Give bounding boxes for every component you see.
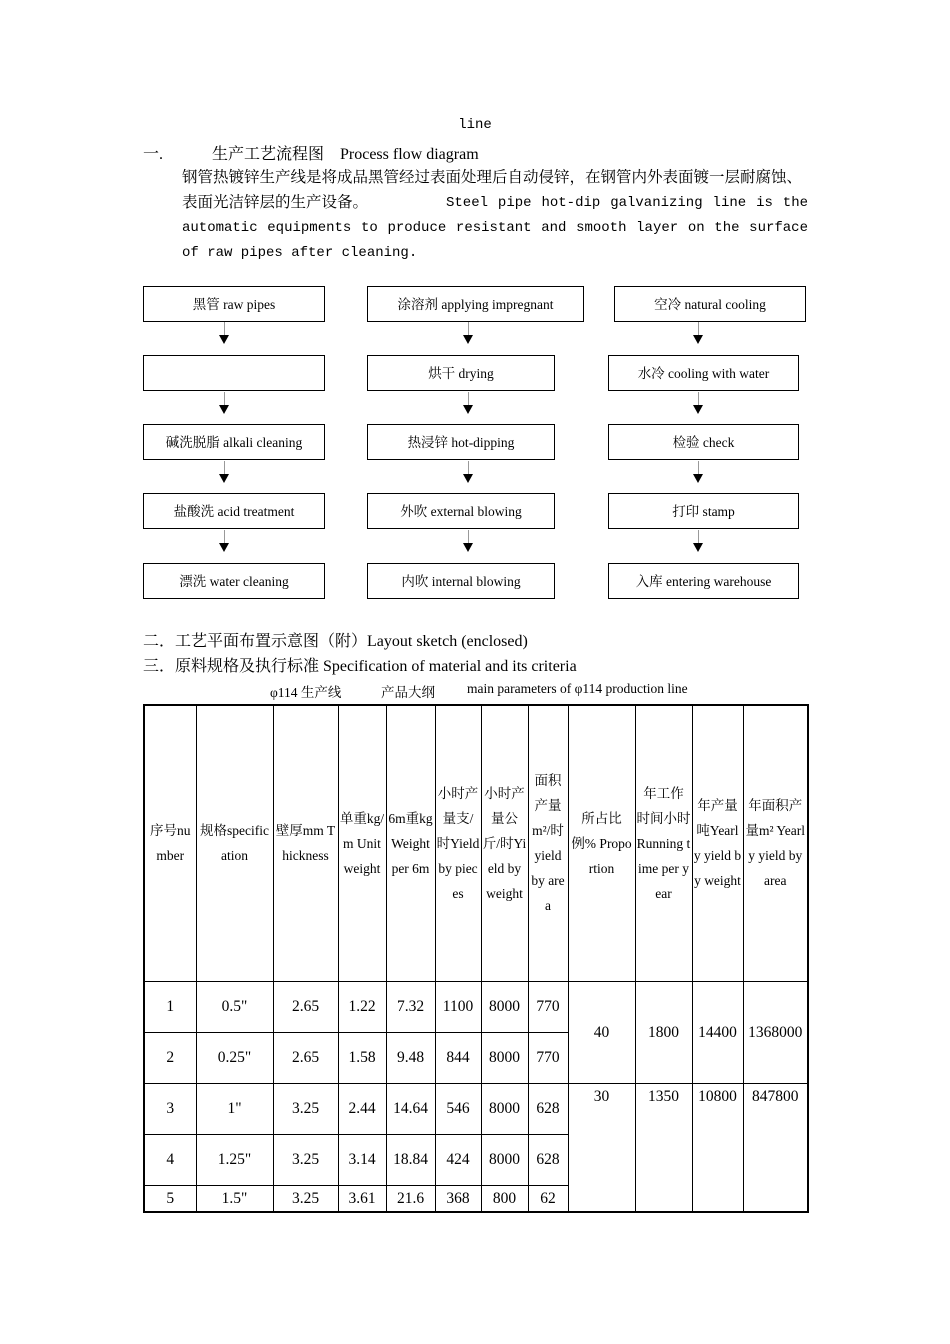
header-specification: 规格specification bbox=[196, 705, 273, 981]
cell-yield-weight: 8000 bbox=[481, 981, 528, 1032]
header-yield-area: 面积产量m²/时yield by area bbox=[528, 705, 568, 981]
cell-yearly-yield-weight: 14400 bbox=[692, 981, 743, 1083]
flow-box-alkali-cleaning: 碱洗脱脂 alkali cleaning bbox=[143, 424, 325, 460]
top-line-text: line bbox=[458, 117, 492, 133]
spec-table bbox=[143, 704, 809, 1213]
cell-spec: 1.25" bbox=[196, 1134, 273, 1185]
cell-spec: 0.25" bbox=[196, 1032, 273, 1083]
flow-box-check: 检验 check bbox=[608, 424, 799, 460]
cell-proportion: 30 bbox=[568, 1083, 635, 1212]
cell-unit-weight: 2.44 bbox=[338, 1083, 386, 1134]
flow-arrow bbox=[463, 322, 474, 344]
cell-yield-weight: 8000 bbox=[481, 1032, 528, 1083]
flow-arrow bbox=[219, 392, 230, 414]
cell-yield-weight: 8000 bbox=[481, 1134, 528, 1185]
cell-yield-area: 770 bbox=[528, 1032, 568, 1083]
header-weight-6m: 6m重kg Weight per 6m bbox=[386, 705, 435, 981]
cell-thickness: 2.65 bbox=[273, 981, 338, 1032]
cell-number: 3 bbox=[144, 1083, 196, 1134]
cell-number: 5 bbox=[144, 1185, 196, 1212]
caption-outline: 产品大纲 bbox=[381, 685, 435, 700]
section2-title: 二．工艺平面布置示意图（附）Layout sketch (enclosed) bbox=[143, 633, 528, 650]
cell-yield-weight: 8000 bbox=[481, 1083, 528, 1134]
flow-box-natural-cooling: 空冷 natural cooling bbox=[614, 286, 806, 322]
cell-yield-area: 628 bbox=[528, 1134, 568, 1185]
flow-box-empty bbox=[143, 355, 325, 391]
section1-number: 一. bbox=[143, 146, 164, 163]
cell-weight-6m: 7.32 bbox=[386, 981, 435, 1032]
cell-yearly-yield-area: 1368000 bbox=[743, 981, 808, 1083]
cell-unit-weight: 1.22 bbox=[338, 981, 386, 1032]
cell-yield-area: 770 bbox=[528, 981, 568, 1032]
flow-box-drying: 烘干 drying bbox=[367, 355, 555, 391]
header-unit-weight: 单重kg/m Unit weight bbox=[338, 705, 386, 981]
cell-yield-pieces: 844 bbox=[435, 1032, 481, 1083]
cell-thickness: 3.25 bbox=[273, 1134, 338, 1185]
cell-spec: 0.5" bbox=[196, 981, 273, 1032]
flow-box-raw-pipes: 黑管 raw pipes bbox=[143, 286, 325, 322]
flow-box-external-blowing: 外吹 external blowing bbox=[367, 493, 555, 529]
cell-weight-6m: 21.6 bbox=[386, 1185, 435, 1212]
flow-arrow bbox=[693, 392, 704, 414]
flow-arrow bbox=[693, 461, 704, 483]
flow-box-stamp: 打印 stamp bbox=[608, 493, 799, 529]
header-yearly-yield-weight: 年产量吨Yearly yield by weight bbox=[692, 705, 743, 981]
cell-spec: 1.5" bbox=[196, 1185, 273, 1212]
cell-proportion: 40 bbox=[568, 981, 635, 1083]
cell-yield-pieces: 424 bbox=[435, 1134, 481, 1185]
flow-arrow bbox=[219, 530, 230, 552]
cell-running-time: 1800 bbox=[635, 981, 692, 1083]
cell-thickness: 3.25 bbox=[273, 1083, 338, 1134]
cell-weight-6m: 9.48 bbox=[386, 1032, 435, 1083]
flow-arrow bbox=[219, 322, 230, 344]
cell-running-time: 1350 bbox=[635, 1083, 692, 1212]
flow-box-internal-blowing: 内吹 internal blowing bbox=[367, 563, 555, 599]
cell-unit-weight: 1.58 bbox=[338, 1032, 386, 1083]
caption-line-name: φ114 生产线 bbox=[270, 685, 342, 700]
flow-box-hot-dipping: 热浸锌 hot-dipping bbox=[367, 424, 555, 460]
flow-arrow bbox=[219, 461, 230, 483]
cell-unit-weight: 3.14 bbox=[338, 1134, 386, 1185]
cell-thickness: 3.25 bbox=[273, 1185, 338, 1212]
header-proportion: 所占比例% Proportion bbox=[568, 705, 635, 981]
header-number: 序号number bbox=[144, 705, 196, 981]
cell-yield-pieces: 546 bbox=[435, 1083, 481, 1134]
header-yield-weight: 小时产量公斤/时Yield by weight bbox=[481, 705, 528, 981]
section3-title: 三．原料规格及执行标准 Specification of material and its criteria bbox=[143, 658, 577, 675]
flow-box-cooling-with-water: 水冷 cooling with water bbox=[608, 355, 799, 391]
cell-weight-6m: 18.84 bbox=[386, 1134, 435, 1185]
flow-box-water-cleaning: 漂洗 water cleaning bbox=[143, 563, 325, 599]
cell-unit-weight: 3.61 bbox=[338, 1185, 386, 1212]
table-row bbox=[144, 981, 808, 1032]
cell-yearly-yield-weight: 10800 bbox=[692, 1083, 743, 1212]
header-running-time: 年工作 时间小时Running time per year bbox=[635, 705, 692, 981]
flow-arrow bbox=[463, 530, 474, 552]
intro-english: Steel pipe hot-dip galvanizing line is the automatic equipments to produce resistant and smooth layer on the surface of raw pipes after cleaning. bbox=[182, 195, 808, 261]
caption-english: main parameters of φ114 production line bbox=[467, 681, 688, 696]
flow-box-entering-warehouse: 入库 entering warehouse bbox=[608, 563, 799, 599]
cell-number: 2 bbox=[144, 1032, 196, 1083]
cell-yield-weight: 800 bbox=[481, 1185, 528, 1212]
flow-box-acid-treatment: 盐酸洗 acid treatment bbox=[143, 493, 325, 529]
header-yield-pieces: 小时产量支/时Yield by pieces bbox=[435, 705, 481, 981]
header-yearly-yield-area: 年面积产量m² Yearly yield by area bbox=[743, 705, 808, 981]
cell-thickness: 2.65 bbox=[273, 1032, 338, 1083]
cell-number: 1 bbox=[144, 981, 196, 1032]
cell-yield-pieces: 1100 bbox=[435, 981, 481, 1032]
cell-number: 4 bbox=[144, 1134, 196, 1185]
cell-yield-area: 62 bbox=[528, 1185, 568, 1212]
cell-yield-area: 628 bbox=[528, 1083, 568, 1134]
flow-arrow bbox=[463, 392, 474, 414]
flow-arrow bbox=[693, 530, 704, 552]
cell-yield-pieces: 368 bbox=[435, 1185, 481, 1212]
section1-title: 生产工艺流程图 Process flow diagram bbox=[212, 146, 479, 163]
cell-weight-6m: 14.64 bbox=[386, 1083, 435, 1134]
flow-arrow bbox=[463, 461, 474, 483]
header-thickness: 壁厚mm Thickness bbox=[273, 705, 338, 981]
flow-arrow bbox=[693, 322, 704, 344]
cell-spec: 1" bbox=[196, 1083, 273, 1134]
cell-yearly-yield-area: 847800 bbox=[743, 1083, 808, 1212]
flow-box-applying-impregnant: 涂溶剂 applying impregnant bbox=[367, 286, 584, 322]
intro-chinese: 钢管热镀锌生产线是将成品黑管经过表面处理后自动侵锌，在钢管内外表面镀一层耐腐蚀、表面光洁锌层的生产设备。 bbox=[182, 169, 803, 211]
table-row bbox=[144, 1083, 808, 1134]
table-header-row bbox=[144, 705, 808, 981]
